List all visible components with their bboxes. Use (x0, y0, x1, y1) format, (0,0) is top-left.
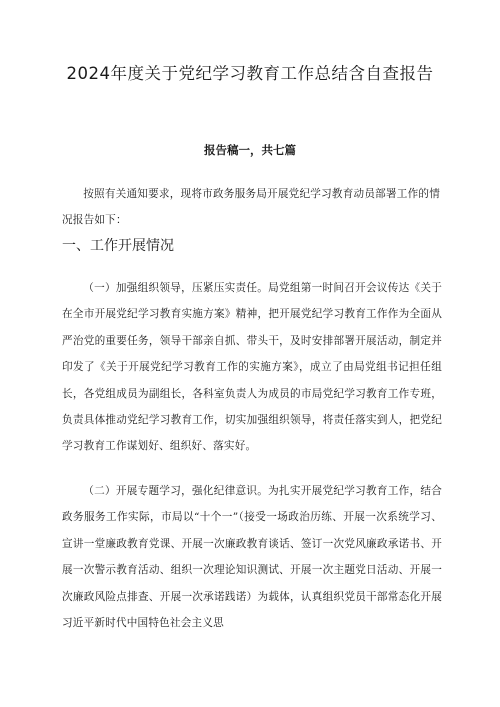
intro-paragraph: 按照有关通知要求，现将市政务服务局开展党纪学习教育动员部署工作的情况报告如下： (62, 188, 440, 227)
document-subtitle: 报告稿一，共七篇 (204, 143, 296, 157)
document-title: 2024年度关于党纪学习教育工作总结含自查报告 (66, 64, 434, 83)
body-paragraph-2: （二）开展专题学习，强化纪律意识。为扎实开展党纪学习教育工作，结合政务服务工作实际，市局以“十个一”（接受一场政治历练、开展一次系统学习、宣讲一堂廉政教育党课、开展一次廉政教育谈话、签订一次党风廉政承诺书、开展一次警示教育活动、组织一次理论知识测试、开展一次主题党日活动、开展一次廉政风险点排查、开展一次承诺践诺）为载体，认真组织党员干部常态化开展习近平新时代中国特色社会主义思 (62, 485, 442, 630)
body-paragraph-1: （一）加强组织领导，压紧压实责任。局党组第一时间召开会议传达《关于在全市开展党纪学习教育实施方案》精神，把开展党纪学习教育工作作为全面从严治党的重要任务，领导干部亲自抓、带头干，及时安排部署开展活动，制定并印发了《关于开展党纪学习教育工作的实施方案》，成立了由局党组书记担任组长，各党组成员为副组长，各科室负责人为成员的市局党纪学习教育工作专班，负责具体推动党纪学习教育工作，切实加强组织领导，将责任落实到人，把党纪学习教育工作谋划好、组织好、落实好。 (62, 282, 442, 453)
section-heading: 一、工作开展情况 (62, 238, 174, 254)
